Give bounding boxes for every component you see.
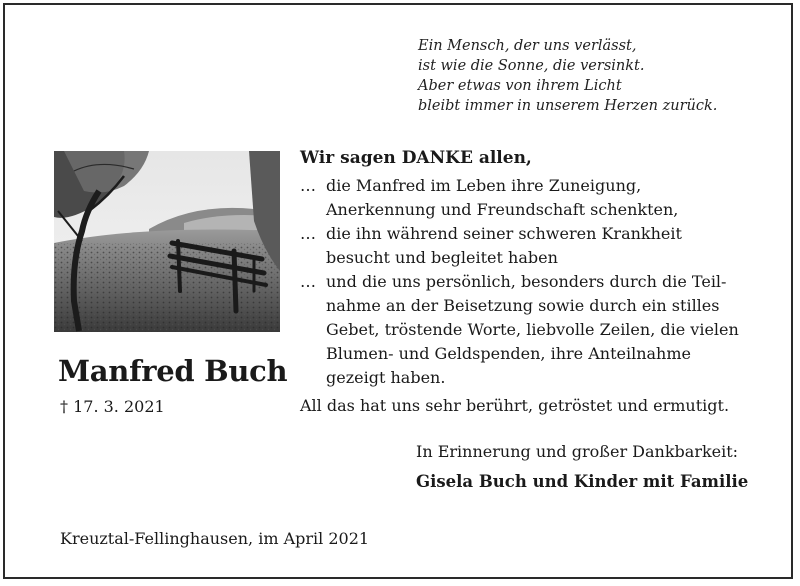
thanks-line: Blumen- und Geldspenden, ihre Anteilnahme <box>326 344 691 363</box>
memorial-poem <box>418 36 717 116</box>
signers: Gisela Buch und Kinder mit Familie <box>416 472 749 491</box>
ellipsis-marker: … <box>300 224 316 243</box>
thanks-line: und die uns persönlich, besonders durch die Teil- <box>326 272 727 291</box>
thanks-line: Anerkennung und Freundschaft schenkten, <box>326 200 679 219</box>
closing-line: In Erinnerung und großer Dankbarkeit: <box>416 442 739 461</box>
thanks-item <box>300 222 770 270</box>
thanks-line: nahme an der Beisetzung sowie durch ein stilles <box>326 296 720 315</box>
thanks-line: gezeigt haben. <box>326 368 446 387</box>
thanks-heading: Wir sagen DANKE allen, <box>300 148 532 168</box>
ellipsis-marker: … <box>300 176 316 195</box>
place-date: Kreuztal-Fellinghausen, im April 2021 <box>60 529 370 548</box>
ellipsis-marker: … <box>300 272 316 291</box>
poem-line: Ein Mensch, der uns verlässt, <box>418 38 637 54</box>
thanks-line: die ihn während seiner schweren Krankheit <box>326 224 682 243</box>
thanks-line: Gebet, tröstende Worte, liebvolle Zeilen, die vielen <box>326 320 739 339</box>
date-of-death: † 17. 3. 2021 <box>60 397 165 416</box>
bench-photo <box>54 151 280 332</box>
closing-section <box>416 440 748 494</box>
thanks-line: besucht und begleitet haben <box>326 248 558 267</box>
thanks-summary: All das hat uns sehr berührt, getröstet und ermutigt. <box>300 396 730 415</box>
thanks-item <box>300 270 770 390</box>
poem-line: Aber etwas von ihrem Licht <box>418 78 622 94</box>
deceased-name: Manfred Buch <box>58 354 288 388</box>
poem-line: bleibt immer in unserem Herzen zurück. <box>418 98 718 114</box>
thanks-item <box>300 174 770 222</box>
thanks-line: die Manfred im Leben ihre Zuneigung, <box>326 176 642 195</box>
poem-line: ist wie die Sonne, die versinkt. <box>418 58 645 74</box>
thanks-section <box>300 146 770 418</box>
